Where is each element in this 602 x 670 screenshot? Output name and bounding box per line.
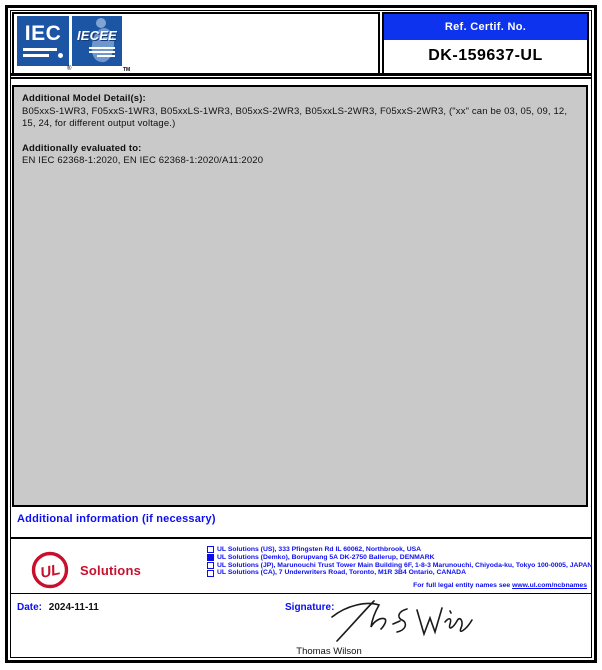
evaluated-text: EN IEC 62368-1:2020, EN IEC 62368-1:2020/A11:2020 (22, 155, 264, 166)
trademark-icon: TM (123, 67, 131, 73)
model-details-text: B05xxS-1WR3, F05xxS-1WR3, B05xxLS-1WR3, B05xxS-2WR3, B05xxLS-2WR3, F05xxS-2WR3, ("xx" can be 03, 05, 09, 12, 15, 24, for different output voltage.) (22, 105, 568, 129)
office-address: UL Solutions (Demko), Borupvang 5A DK-2750 Ballerup, DENMARK (217, 553, 435, 561)
ref-certif-number: DK-159637-UL (428, 47, 543, 64)
ref-certif-label: Ref. Certif. No. (384, 14, 587, 40)
divider (11, 537, 591, 539)
iecee-logo-text: IECEE (76, 28, 117, 43)
iecee-logo (72, 16, 122, 66)
ul-monogram-icon (29, 549, 71, 591)
signatory-name: Thomas Wilson (296, 646, 362, 657)
ul-solutions-logo (29, 549, 141, 591)
office-row (207, 554, 592, 562)
office-address: UL Solutions (CA), 7 Underwriters Road, Toronto, M1R 3B4 Ontario, CANADA (217, 569, 466, 577)
office-address: UL Solutions (JP), Marunouchi Trust Tower Main Building 6F, 1-8-3 Marunouchi, Chiyoda-ku, Tokyo 100-0005, JAPAN (217, 561, 593, 569)
ncbnames-link[interactable]: www.ul.com/ncbnames (512, 582, 587, 589)
iecee-figure-head-icon (96, 18, 106, 28)
office-checkbox (207, 554, 214, 561)
iecee-logo-lines (89, 47, 115, 59)
date-field (17, 602, 99, 613)
legal-note-text: For full legal entity names see (413, 582, 513, 589)
model-details-box (12, 85, 588, 507)
date-label: Date: (17, 602, 43, 613)
date-value: 2024-11-11 (48, 602, 99, 613)
office-checkbox (207, 562, 214, 569)
evaluated-label: Additionally evaluated to: (22, 142, 142, 154)
office-list (207, 546, 592, 577)
header-logo-box (12, 12, 380, 75)
iec-logo (17, 16, 69, 66)
iec-logo-lines (23, 47, 63, 61)
signature-label: Signature: (285, 602, 335, 613)
office-row (207, 546, 592, 554)
legal-entity-note (413, 582, 587, 589)
outer-frame (5, 5, 597, 663)
office-address: UL Solutions (US), 333 Pfingsten Rd IL 60062, Northbrook, USA (217, 546, 422, 553)
office-row (207, 569, 592, 577)
iec-logo-text: IEC (24, 22, 62, 45)
inner-frame (10, 10, 592, 658)
ref-certif-box (382, 12, 589, 75)
header-separator (11, 73, 591, 79)
registered-trademark-icon: ® (67, 66, 72, 72)
ul-monogram-text: UL (38, 561, 62, 582)
signature-handwriting (329, 596, 479, 644)
divider (11, 593, 591, 594)
office-checkbox (207, 570, 214, 577)
office-row (207, 562, 592, 570)
office-checkbox (207, 546, 214, 553)
additional-info-label: Additional information (if necessary) (17, 513, 216, 525)
model-details-label: Additional Model Detail(s): (22, 93, 146, 104)
ul-wordmark: Solutions (80, 562, 142, 578)
